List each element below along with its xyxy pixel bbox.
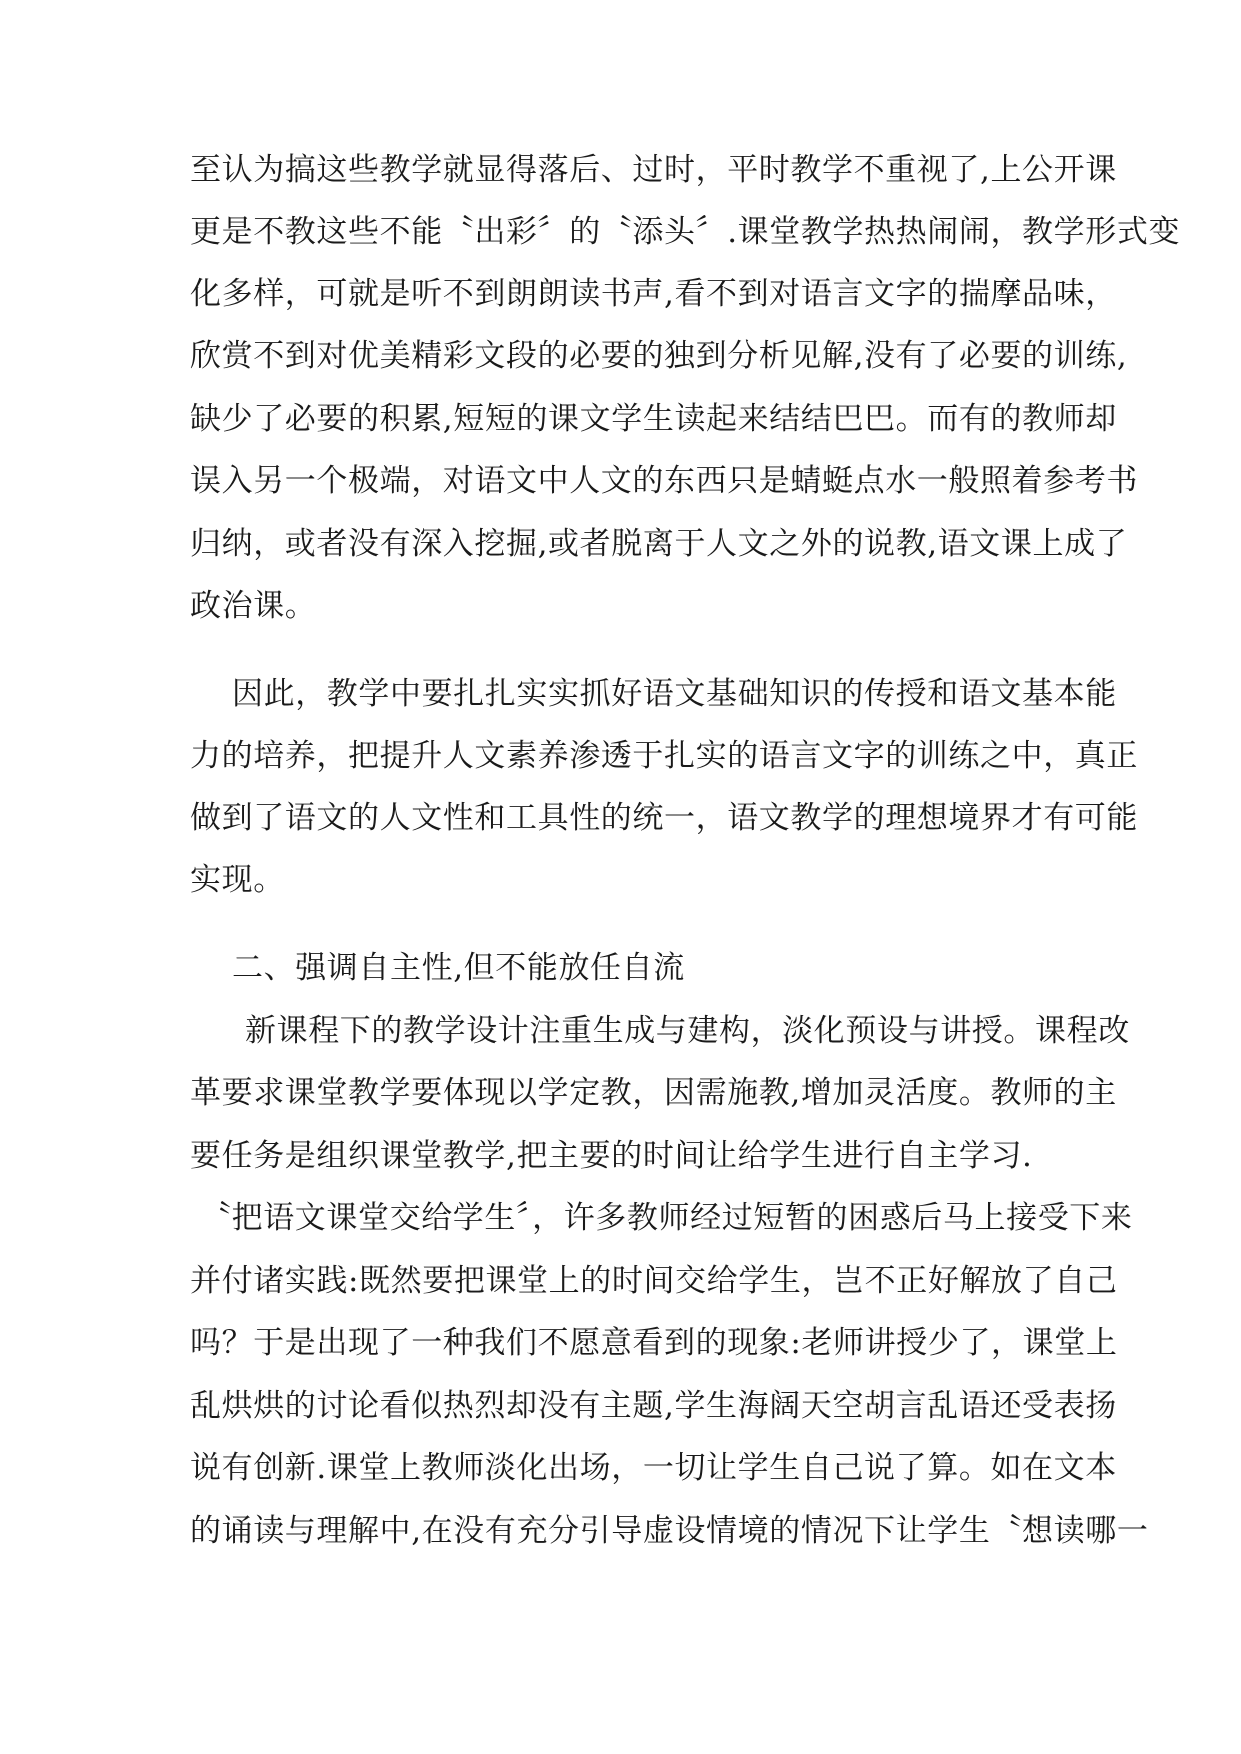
text-line: 因此，教学中要扎扎实实抓好语文基础知识的传授和语文基本能 [232,676,1117,712]
text-line: 革要求课堂教学要体现以学定教，因需施教,增加灵活度。教师的主 [190,1075,1117,1111]
text-line: 新课程下的教学设计注重生成与建构，淡化预设与讲授。课程改 [245,1013,1130,1049]
text-line: 归纳，或者没有深入挖掘,或者脱离于人文之外的说教,语文课上成了 [190,526,1128,562]
text-line: 〝把语文课堂交给学生〞，许多教师经过短暂的困惑后马上接受下来 [200,1200,1133,1236]
text-line: 误入另一个极端，对语文中人文的东西只是蜻蜓点水一般照着参考书 [190,463,1138,499]
text-line: 做到了语文的人文性和工具性的统一，语文教学的理想境界才有可能 [190,800,1138,836]
text-line: 力的培养，把提升人文素养渗透于扎实的语言文字的训练之中，真正 [190,738,1138,774]
text-line: 缺少了必要的积累,短短的课文学生读起来结结巴巴。而有的教师却 [190,401,1117,437]
text-line: 欣赏不到对优美精彩文段的必要的独到分析见解,没有了必要的训练, [190,338,1128,374]
text-line: 至认为搞这些教学就显得落后、过时，平时教学不重视了,上公开课 [190,152,1117,188]
text-line: 化多样，可就是听不到朗朗读书声,看不到对语言文字的揣摩品味， [190,276,1117,312]
text-line: 乱烘烘的讨论看似热烈却没有主题,学生海阔天空胡言乱语还受表扬 [190,1388,1117,1424]
text-line: 政治课。 [190,588,317,624]
section-heading: 二、强调自主性,但不能放任自流 [232,950,685,986]
text-line: 的诵读与理解中,在没有充分引导虚设情境的情况下让学生〝想读哪一 [190,1513,1149,1549]
text-line: 更是不教这些不能〝出彩〞的〝添头〞.课堂教学热热闹闹，教学形式变 [190,214,1181,250]
text-line: 并付诸实践:既然要把课堂上的时间交给学生，岂不正好解放了自己 [190,1263,1118,1299]
text-line: 实现。 [190,862,285,898]
text-line: 吗？于是出现了一种我们不愿意看到的现象:老师讲授少了，课堂上 [190,1325,1118,1361]
text-line: 要任务是组织课堂教学,把主要的时间让给学生进行自主学习. [190,1138,1033,1174]
text-line: 说有创新.课堂上教师淡化出场，一切让学生自己说了算。如在文本 [190,1450,1117,1486]
